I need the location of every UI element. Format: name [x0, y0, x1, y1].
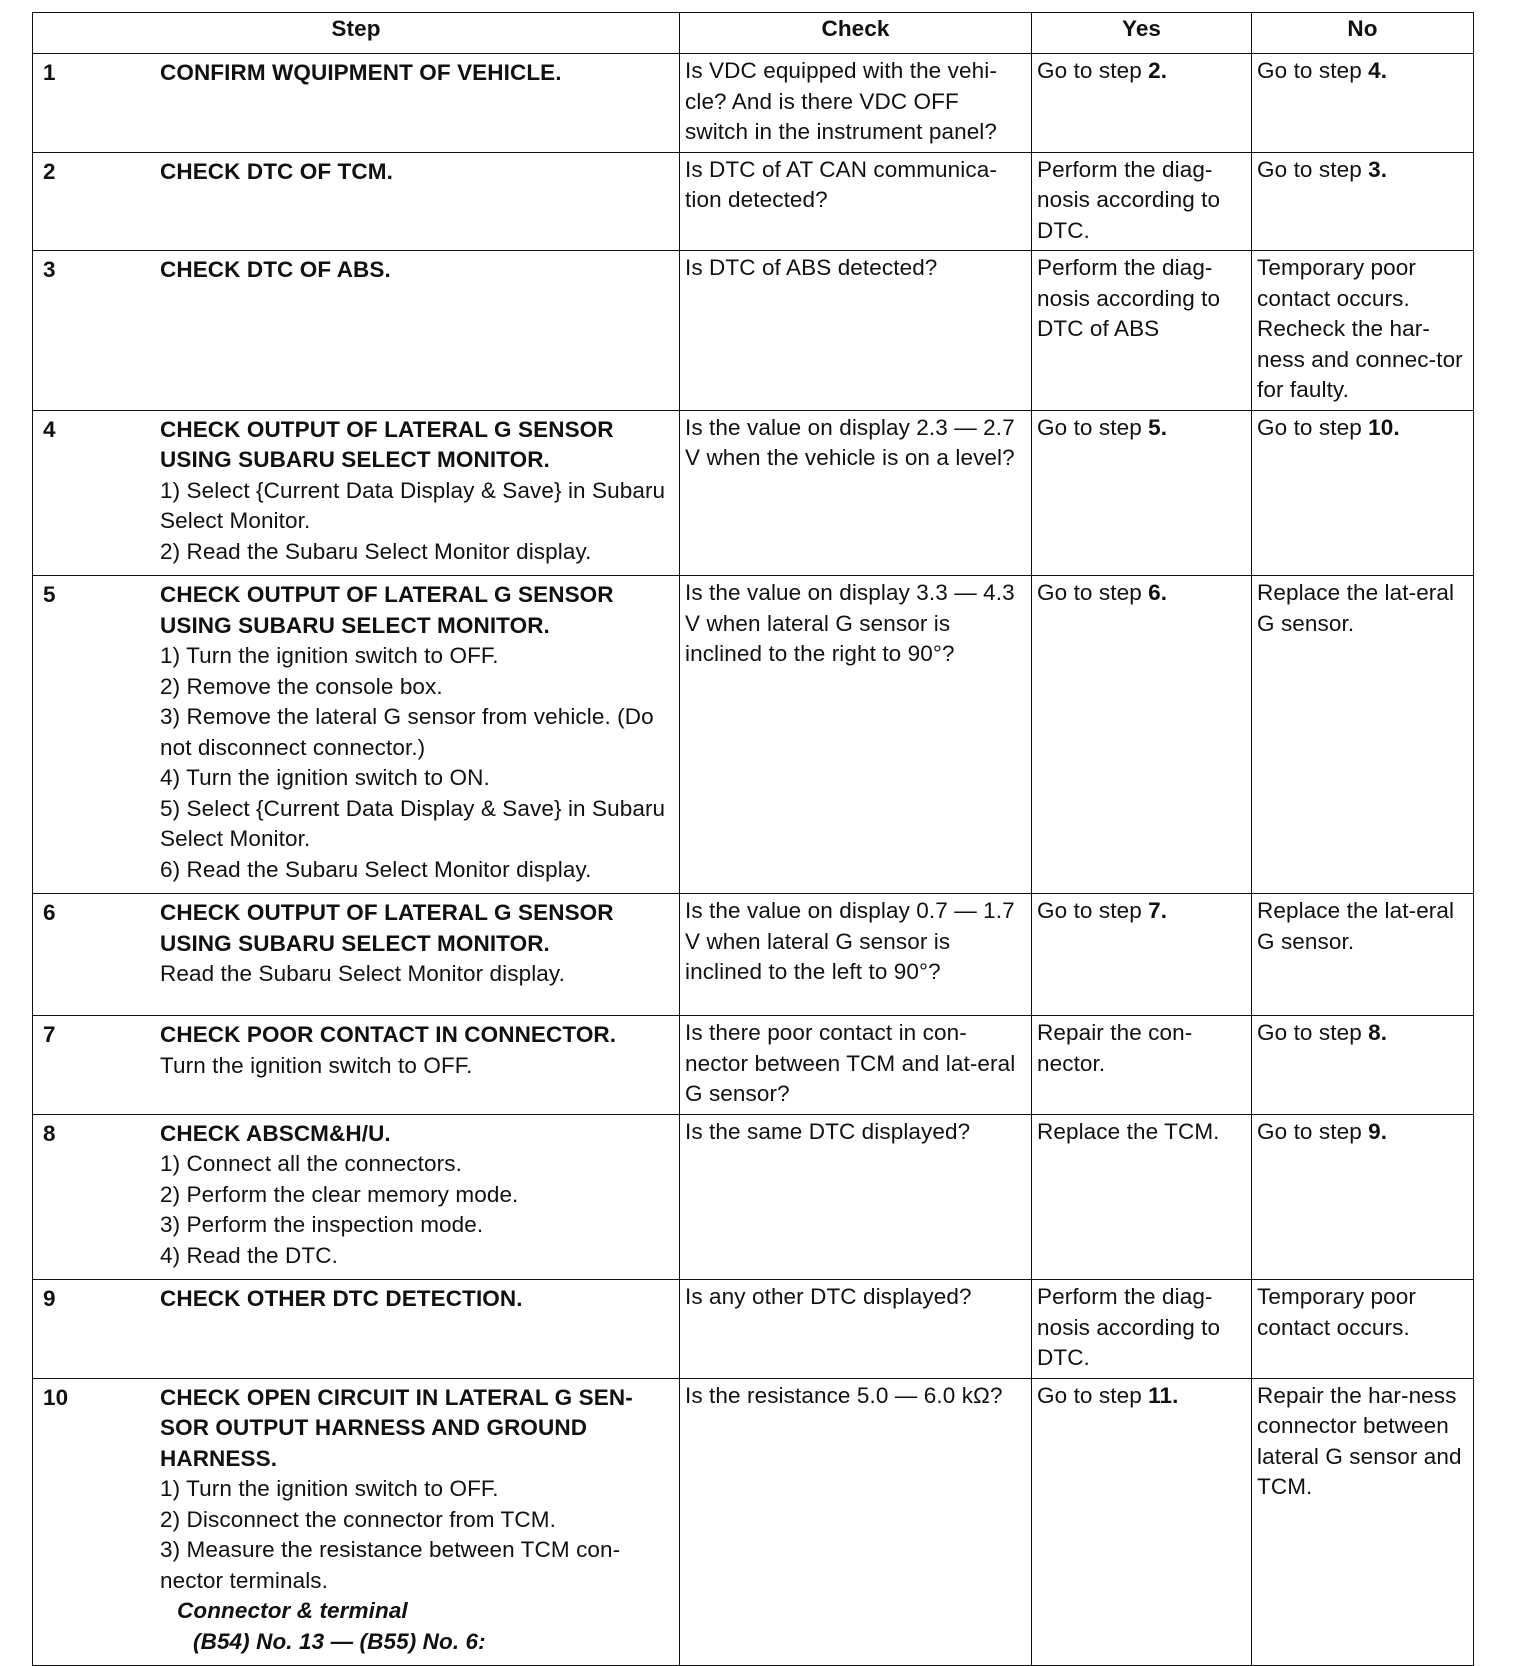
- step-cell: [33, 576, 680, 894]
- step-instruction: 5) Select {Current Data Display & Save} in Subaru Select Monitor.: [160, 795, 666, 851]
- no-cell: Go to step 4.: [1252, 54, 1474, 153]
- step-instruction: 1) Turn the ignition switch to OFF.: [160, 1476, 499, 1501]
- step-instruction: Turn the ignition switch to OFF.: [160, 1052, 473, 1078]
- step-title: CHECK OUTPUT OF LATERAL G SENSOR USING SUBARU SELECT MONITOR.: [160, 900, 614, 956]
- step-cell: [33, 410, 680, 576]
- table-row: [33, 1114, 1474, 1280]
- yes-cell: Replace the TCM.: [1032, 1114, 1252, 1280]
- no-cell: Go to step 3.: [1252, 152, 1474, 251]
- step-title: CHECK OUTPUT OF LATERAL G SENSOR USING SUBARU SELECT MONITOR.: [160, 582, 614, 638]
- check-cell: Is the resistance 5.0 — 6.0 kΩ?: [680, 1378, 1032, 1666]
- step-number: 9: [43, 1286, 56, 1311]
- no-cell: Replace the lat-eral G sensor.: [1252, 894, 1474, 1016]
- step-number: 4: [43, 416, 56, 442]
- no-cell: Go to step 8.: [1252, 1016, 1474, 1115]
- yes-cell: Perform the diag-nosis according to DTC of ABS: [1032, 251, 1252, 411]
- diagnostic-table: [32, 12, 1474, 1666]
- no-cell: Temporary poor contact occurs. Recheck the har-ness and connec-tor for faulty.: [1252, 251, 1474, 411]
- step-instruction: 6) Read the Subaru Select Monitor display.: [160, 856, 592, 882]
- step-instruction: 4) Turn the ignition switch to ON.: [160, 765, 490, 790]
- step-cell: [33, 894, 680, 1016]
- step-title: CHECK DTC OF ABS.: [160, 257, 391, 282]
- connector-label: Connector & terminal: [177, 1598, 408, 1623]
- step-title: CHECK OTHER DTC DETECTION.: [160, 1286, 523, 1311]
- step-number: 3: [43, 257, 56, 282]
- step-instruction: 1) Turn the ignition switch to OFF.: [160, 643, 499, 668]
- step-title: CHECK DTC OF TCM.: [160, 158, 393, 184]
- check-cell: Is there poor contact in con-nector between TCM and lat-eral G sensor?: [680, 1016, 1032, 1115]
- no-cell: Go to step 9.: [1252, 1114, 1474, 1280]
- header-row: [33, 13, 1474, 54]
- table-row: [33, 1016, 1474, 1115]
- no-cell: Replace the lat-eral G sensor.: [1252, 576, 1474, 894]
- step-instruction: Read the Subaru Select Monitor display.: [160, 961, 565, 986]
- table-row: [33, 152, 1474, 251]
- step-number: 2: [43, 158, 56, 184]
- step-number: 7: [43, 1022, 56, 1047]
- no-cell: Repair the har-ness connector between lateral G sensor and TCM.: [1252, 1378, 1474, 1666]
- step-instruction: 2) Remove the console box.: [160, 673, 443, 699]
- step-instruction: 2) Disconnect the connector from TCM.: [160, 1506, 556, 1532]
- step-title: CHECK OPEN CIRCUIT IN LATERAL G SEN-SOR OUTPUT HARNESS AND GROUND HARNESS.: [160, 1384, 633, 1471]
- step-cell: [33, 1378, 680, 1666]
- check-cell: Is any other DTC displayed?: [680, 1280, 1032, 1379]
- yes-cell: Repair the con-nector.: [1032, 1016, 1252, 1115]
- check-cell: Is the value on display 3.3 — 4.3 V when lateral G sensor is inclined to the right to 90°?: [680, 576, 1032, 894]
- step-number: 6: [43, 900, 56, 925]
- check-cell: Is VDC equipped with the vehi-cle? And is there VDC OFF switch in the instrument panel?: [680, 54, 1032, 153]
- step-title: CONFIRM WQUIPMENT OF VEHICLE.: [160, 60, 562, 85]
- check-cell: Is the value on display 2.3 — 2.7 V when the vehicle is on a level?: [680, 410, 1032, 576]
- header-yes: Yes: [1032, 13, 1252, 54]
- no-cell: Temporary poor contact occurs.: [1252, 1280, 1474, 1379]
- step-cell: [33, 152, 680, 251]
- yes-cell: Go to step 7.: [1032, 894, 1252, 1016]
- step-title: CHECK POOR CONTACT IN CONNECTOR.: [160, 1022, 617, 1047]
- header-check: Check: [680, 13, 1032, 54]
- yes-cell: Go to step 2.: [1032, 54, 1252, 153]
- step-cell: [33, 1114, 680, 1280]
- table-row: [33, 251, 1474, 411]
- check-cell: Is the value on display 0.7 — 1.7 V when lateral G sensor is inclined to the left to 90°?: [680, 894, 1032, 1016]
- yes-cell: Go to step 11.: [1032, 1378, 1252, 1666]
- step-instruction: 2) Read the Subaru Select Monitor display.: [160, 538, 592, 564]
- yes-cell: Go to step 5.: [1032, 410, 1252, 576]
- header-no: No: [1252, 13, 1474, 54]
- table-row: [33, 1378, 1474, 1666]
- yes-cell: Perform the diag-nosis according to DTC.: [1032, 1280, 1252, 1379]
- step-title: CHECK OUTPUT OF LATERAL G SENSOR USING SUBARU SELECT MONITOR.: [160, 416, 614, 472]
- step-number: 8: [43, 1120, 56, 1146]
- step-instruction: 2) Perform the clear memory mode.: [160, 1181, 519, 1207]
- step-instruction: 3) Measure the resistance between TCM con-nector terminals.: [160, 1537, 621, 1593]
- check-cell: Is DTC of AT CAN communica-tion detected?: [680, 152, 1032, 251]
- step-cell: [33, 1280, 680, 1379]
- step-instruction: 3) Remove the lateral G sensor from vehicle. (Do not disconnect connector.): [160, 704, 654, 760]
- step-number: 10: [43, 1384, 69, 1410]
- step-instruction: 1) Select {Current Data Display & Save} in Subaru Select Monitor.: [160, 477, 666, 533]
- table-row: [33, 894, 1474, 1016]
- yes-cell: Go to step 6.: [1032, 576, 1252, 894]
- check-cell: Is the same DTC displayed?: [680, 1114, 1032, 1280]
- step-title: CHECK ABSCM&H/U.: [160, 1120, 391, 1146]
- step-cell: [33, 1016, 680, 1115]
- check-cell: Is DTC of ABS detected?: [680, 251, 1032, 411]
- step-number: 1: [43, 60, 56, 85]
- table-row: [33, 410, 1474, 576]
- step-instruction: 4) Read the DTC.: [160, 1242, 338, 1268]
- table-row: [33, 576, 1474, 894]
- step-instruction: 1) Connect all the connectors.: [160, 1151, 462, 1176]
- connector-value: (B54) No. 13 — (B55) No. 6:: [193, 1628, 486, 1654]
- no-cell: Go to step 10.: [1252, 410, 1474, 576]
- step-cell: [33, 251, 680, 411]
- yes-cell: Perform the diag-nosis according to DTC.: [1032, 152, 1252, 251]
- step-number: 5: [43, 582, 56, 607]
- step-instruction: 3) Perform the inspection mode.: [160, 1212, 484, 1237]
- header-step: Step: [33, 13, 680, 54]
- step-cell: [33, 54, 680, 153]
- table-row: [33, 54, 1474, 153]
- table-row: [33, 1280, 1474, 1379]
